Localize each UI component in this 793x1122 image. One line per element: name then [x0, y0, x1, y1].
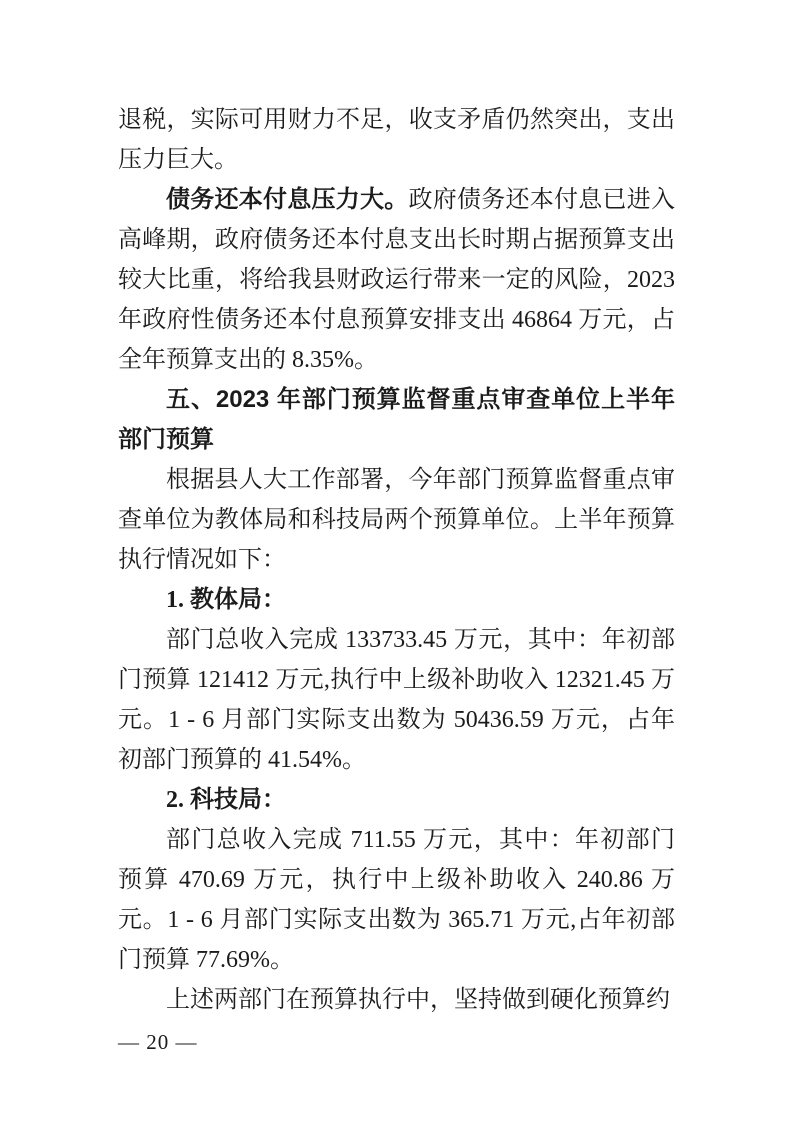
run-debt-service-body: 政府债务还本付息已进入高峰期，政府债务还本付息支出长时期占据预算支出较大比重，将给我县财政运行带来一定的风险，2023 年政府性债务还本付息预算安排支出 46864 万元，占全年预算支出的 8.35%。 — [118, 187, 675, 373]
paragraph-science-bureau-figures: 部门总收入完成 711.55 万元，其中：年初部门预算 470.69 万元，执行中上级补助收入 240.86 万元。1 - 6 月部门实际支出数为 365.71 万元,占年初部门预算 77.69%。 — [118, 827, 675, 973]
paragraph-education-bureau-figures: 部门总收入完成 133733.45 万元，其中：年初部门预算 121412 万元,执行中上级补助收入 12321.45 万元。1 - 6 月部门实际支出数为 50436.59 万元，占年初部门预算的 41.54%。 — [118, 627, 675, 773]
page-number: — 20 — — [118, 1030, 198, 1054]
document-body — [118, 100, 675, 1020]
paragraph-debt-service-pressure — [118, 180, 675, 380]
section-heading-five-budget-supervision: 五、2023 年部门预算监督重点审查单位上半年部门预算 — [118, 386, 675, 453]
paragraph-supervision-overview: 根据县人大工作部署，今年部门预算监督重点审查单位为教体局和科技局两个预算单位。上半年预算执行情况如下： — [118, 467, 675, 573]
subheading-science-technology-bureau: 2. 科技局： — [166, 787, 286, 813]
paragraph-carryover-fiscal-pressure: 退税，实际可用财力不足，收支矛盾仍然突出，支出压力巨大。 — [118, 107, 675, 173]
paragraph-closing-carryover: 上述两部门在预算执行中，坚持做到硬化预算约 — [166, 987, 670, 1013]
subheading-education-sports-bureau: 1. 教体局： — [166, 587, 286, 613]
run-debt-service-bold-lead: 债务还本付息压力大。 — [166, 186, 409, 213]
